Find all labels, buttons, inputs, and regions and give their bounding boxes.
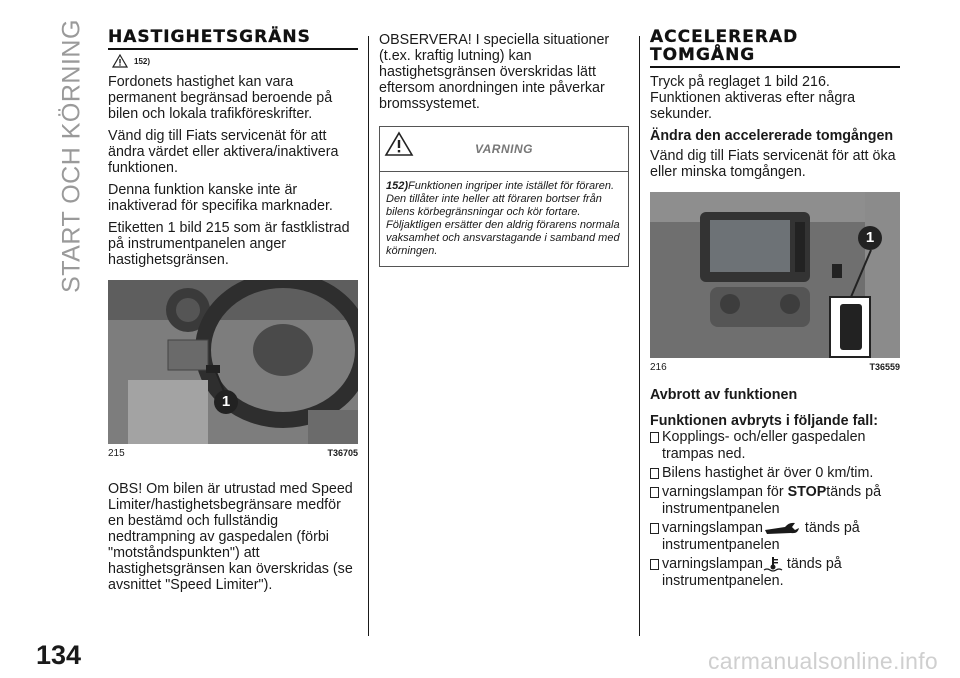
checkbox-bullet-icon — [650, 559, 659, 570]
list-item: varningslampan tänds på instrumentpanelen — [650, 520, 900, 554]
figure-code: T36705 — [327, 448, 358, 458]
figure-caption — [650, 362, 900, 373]
heading-accelerated-idle: ACCELERERAD TOMGÅNG — [650, 28, 900, 68]
list-item: Kopplings- och/eller gaspedalen trampas ned. — [650, 429, 900, 463]
warning-header — [380, 127, 628, 171]
column-divider — [639, 36, 640, 636]
wrench-icon — [763, 521, 801, 535]
paragraph: Denna funktion kanske inte är inaktiverad för specifika marknader. — [108, 182, 333, 214]
warning-reference-number: 152) — [386, 180, 409, 192]
watermark: carmanualsonline.info — [707, 648, 938, 674]
paragraph: OBS! Om bilen är utrustad med Speed Limiter/hastighetsbegränsare medför en bestämd och fullständig nedtrampning av gaspedalen (förbi "motståndspunkten") att hastighetsgränsen kan överskridas (se avsnittet "Speed Limiter"). — [108, 481, 353, 593]
checkbox-bullet-icon — [650, 468, 659, 479]
checkbox-bullet-icon — [650, 432, 659, 443]
heading-speed-limit: HASTIGHETSGRÄNS — [108, 28, 358, 50]
list-item: varningslampan tänds på instrumentpanelen. — [650, 556, 900, 590]
list-item: varningslampan för STOPtänds på instrumentpanelen — [650, 484, 900, 518]
warning-text: 152)Funktionen ingriper inte istället för föraren. Den tillåter inte heller att föraren bortser från bilens körbegränsningar och kör fortare. Följaktligen ersätter den aldrig förarens normala vaksamhet och ansvarstagande i samband med körningen. — [380, 171, 628, 266]
warning-box — [379, 126, 629, 267]
subheading: Funktionen avbryts i följande fall: — [650, 413, 878, 429]
figure-caption — [108, 448, 358, 459]
paragraph: Fordonets hastighet kan vara permanent begränsad beroende på bilen och lokala trafikföreskrifter. — [108, 74, 333, 122]
reference-number: 152) — [134, 56, 151, 66]
page-number: 134 — [36, 640, 82, 670]
column-speed-limit — [108, 28, 358, 599]
figure-215-photo — [108, 280, 358, 444]
checkbox-bullet-icon — [650, 487, 659, 498]
dashboard-center-photo — [650, 192, 900, 358]
paragraph: Tryck på reglaget 1 bild 216. Funktionen aktiveras efter några sekunder. — [650, 74, 856, 122]
section-side-title: START OCH KÖRNING — [57, 19, 86, 293]
list-item: Bilens hastighet är över 0 km/tim. — [650, 465, 900, 482]
subheading: Avbrott av funktionen — [650, 387, 798, 403]
warning-reference — [112, 54, 358, 68]
figure-number: 216 — [650, 362, 667, 373]
figure-number: 215 — [108, 448, 125, 459]
warning-title: VARNING — [475, 142, 533, 156]
column-warning — [379, 28, 629, 267]
subheading: Ändra den accelererade tomgången — [650, 128, 894, 144]
callout-marker: 1 — [214, 390, 238, 414]
checkbox-bullet-icon — [650, 523, 659, 534]
figure-216-photo — [650, 192, 900, 358]
column-divider — [368, 36, 369, 636]
paragraph: Vänd dig till Fiats servicenät för att ändra värdet eller aktivera/inaktivera funktionen. — [108, 128, 339, 176]
warning-triangle-icon — [112, 54, 128, 68]
column-idle-speed — [650, 28, 900, 592]
paragraph: Vänd dig till Fiats servicenät för att öka eller minska tomgången. — [650, 148, 896, 180]
paragraph: Etiketten 1 bild 215 som är fastklistrad på instrumentpanelen anger hastighetsgränsen. — [108, 220, 350, 268]
paragraph: OBSERVERA! I speciella situationer (t.ex. kraftig lutning) kan hastighetsgränsen överskridas lätt eftersom anordningen inte påverkar bromssystemet. — [379, 32, 610, 112]
figure-code: T36559 — [869, 362, 900, 372]
warning-triangle-icon — [384, 131, 414, 157]
callout-marker: 1 — [858, 226, 882, 250]
coolant-temperature-icon — [763, 556, 783, 572]
dashboard-photo — [108, 280, 358, 444]
